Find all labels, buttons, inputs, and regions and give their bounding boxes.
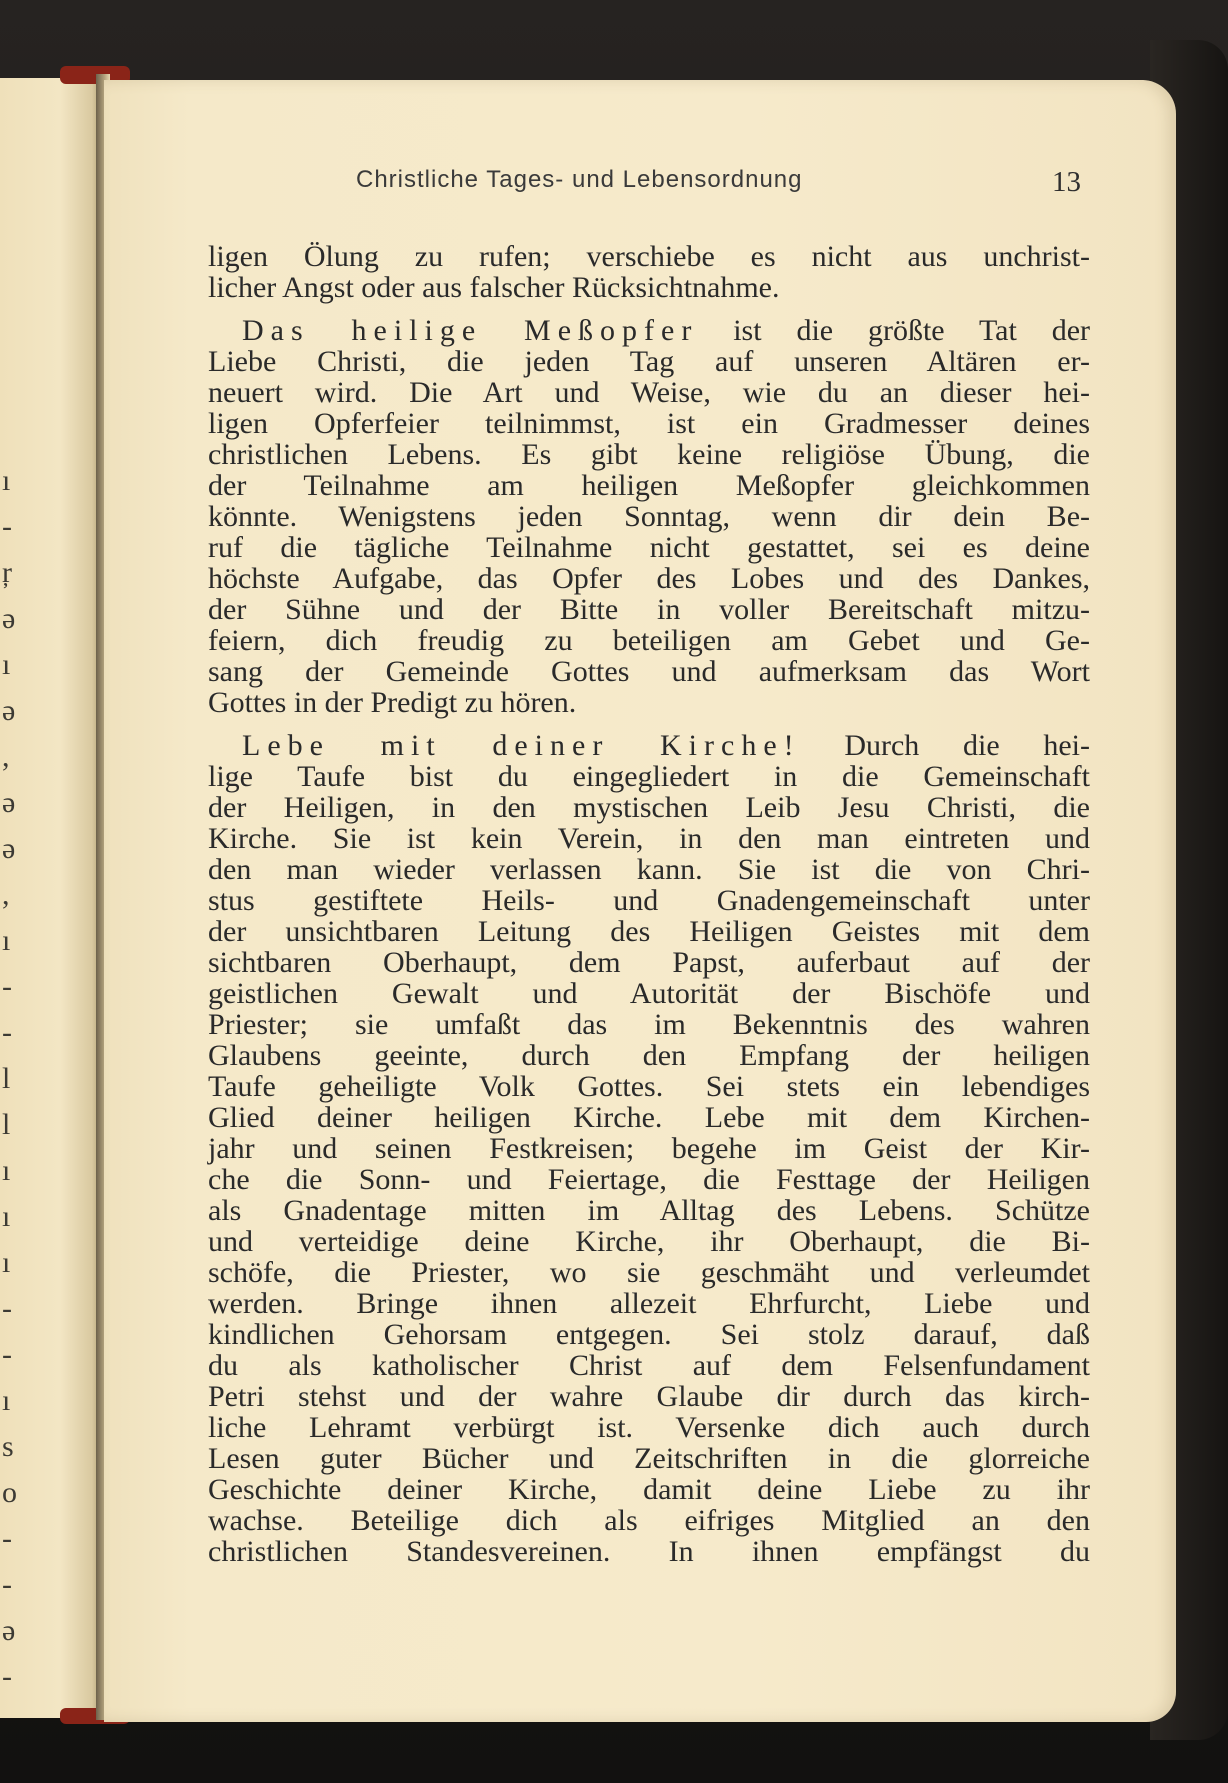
left-edge-glyph: -: [2, 970, 12, 1003]
text-line: ligen Opferfeier teilnimmst, ist ein Gradmesser deines: [208, 407, 1090, 440]
text-line: kindlichen Gehorsam entgegen. Sei stolz darauf, daß: [208, 1318, 1090, 1351]
text-line: Glied deiner heiligen Kirche. Lebe mit dem Kirchen-: [208, 1101, 1090, 1134]
text-line: neuert wird. Die Art und Weise, wie du an dieser hei-: [208, 376, 1090, 409]
text-line: liche Lehramt verbürgt ist. Versenke dich auch durch: [208, 1411, 1090, 1444]
text-line: Priester; sie umfaßt das im Bekenntnis des wahren: [208, 1008, 1090, 1041]
body-text: [208, 241, 1090, 1579]
left-page: [0, 78, 100, 1718]
left-edge-glyph: ı: [2, 1154, 11, 1187]
text-line: christlichen Standesvereinen. In ihnen empfängst du: [208, 1535, 1090, 1568]
text-line: geistlichen Gewalt und Autorität der Bischöfe und: [208, 977, 1090, 1010]
left-edge-glyph: ə: [2, 694, 16, 727]
text-line: und verteidige deine Kirche, ihr Oberhaupt, die Bi-: [208, 1225, 1090, 1258]
text-line: Liebe Christi, die jeden Tag auf unseren Altären er-: [208, 345, 1090, 378]
text-line: wachse. Beteilige dich als eifriges Mitglied an den: [208, 1504, 1090, 1537]
paragraph-1: [208, 241, 1090, 303]
left-edge-glyph: -: [2, 1660, 12, 1693]
left-edge-glyph: s: [2, 1430, 14, 1463]
text-line: Taufe geheiligte Volk Gottes. Sei stets ein lebendiges: [208, 1070, 1090, 1103]
left-edge-glyph: ŗ: [2, 556, 12, 589]
text-line: könnte. Wenigstens jeden Sonntag, wenn dir dein Be-: [208, 500, 1090, 533]
left-edge-glyph: ı: [2, 924, 11, 957]
text-line: der Sühne und der Bitte in voller Bereitschaft mitzu-: [208, 593, 1090, 626]
text-run: ist die größte Tat der: [698, 314, 1091, 347]
text-line: Geschichte deiner Kirche, damit deine Liebe zu ihr: [208, 1473, 1090, 1506]
left-edge-glyph: -: [2, 1522, 12, 1555]
emphasis-lead: Lebe mit deiner Kirche!: [242, 729, 801, 762]
left-edge-glyph: ə: [2, 832, 16, 865]
left-edge-glyph: ,: [2, 878, 10, 911]
text-run: Durch die hei-: [800, 729, 1091, 762]
text-line: sang der Gemeinde Gottes und aufmerksam das Wort: [208, 655, 1090, 688]
left-edge-glyph: -: [2, 510, 12, 543]
left-edge-glyph: -: [2, 1338, 12, 1371]
text-line: stus gestiftete Heils- und Gnadengemeinschaft unter: [208, 884, 1090, 917]
text-line: Petri stehst und der wahre Glaube dir durch das kirch-: [208, 1380, 1090, 1413]
text-line: Glaubens geeinte, durch den Empfang der heiligen: [208, 1039, 1090, 1072]
text-line: ligen Ölung zu rufen; verschiebe es nicht aus unchrist-: [208, 240, 1090, 273]
running-head: Christliche Tages- und Lebensordnung: [356, 166, 803, 193]
left-edge-glyph: ə: [2, 786, 16, 819]
text-line: Lesen guter Bücher und Zeitschriften in die glorreiche: [208, 1442, 1090, 1475]
text-line: lige Taufe bist du eingegliedert in die Gemeinschaft: [208, 760, 1090, 793]
text-line: Kirche. Sie ist kein Verein, in den man eintreten und: [208, 822, 1090, 855]
text-line: der Heiligen, in den mystischen Leib Jesu Christi, die: [208, 791, 1090, 824]
left-edge-glyph: ı: [2, 1200, 11, 1233]
paragraph-3: [208, 730, 1090, 1567]
left-edge-glyph: ı: [2, 464, 11, 497]
left-edge-glyph: ı: [2, 1384, 11, 1417]
left-edge-glyph: -: [2, 1016, 12, 1049]
left-edge-glyph: ə: [2, 1614, 16, 1647]
text-line: licher Angst oder aus falscher Rücksichtnahme.: [208, 271, 780, 304]
text-line: höchste Aufgabe, das Opfer des Lobes und des Dankes,: [208, 562, 1090, 595]
text-line: che die Sonn- und Feiertage, die Festtage der Heiligen: [208, 1163, 1090, 1196]
left-edge-glyph: ə: [2, 602, 16, 635]
text-line: der unsichtbaren Leitung des Heiligen Geistes mit dem: [208, 915, 1090, 948]
left-edge-glyph: o: [2, 1476, 17, 1509]
left-edge-glyph: l: [2, 1062, 11, 1095]
text-line: [208, 315, 1090, 346]
text-line: feiern, dich freudig zu beteiligen am Gebet und Ge-: [208, 624, 1090, 657]
text-line: du als katholischer Christ auf dem Felsenfundament: [208, 1349, 1090, 1382]
text-line: der Teilnahme am heiligen Meßopfer gleichkommen: [208, 469, 1090, 502]
text-line: ruf die tägliche Teilnahme nicht gestattet, sei es deine: [208, 531, 1090, 564]
text-line: christlichen Lebens. Es gibt keine religiöse Übung, die: [208, 438, 1090, 471]
text-line: jahr und seinen Festkreisen; begehe im Geist der Kir-: [208, 1132, 1090, 1165]
text-line: als Gnadentage mitten im Alltag des Lebens. Schütze: [208, 1194, 1090, 1227]
emphasis-lead: Das heilige Meßopfer: [242, 314, 699, 347]
text-line: [208, 730, 1090, 761]
left-edge-glyph: ı: [2, 1246, 11, 1279]
left-edge-glyph: ,: [2, 740, 10, 773]
text-line: Gottes in der Predigt zu hören.: [208, 686, 577, 719]
text-line: werden. Bringe ihnen allezeit Ehrfurcht, Liebe und: [208, 1287, 1090, 1320]
left-edge-glyph: -: [2, 1292, 12, 1325]
left-edge-glyph: l: [2, 1108, 11, 1141]
text-line: schöfe, die Priester, wo sie geschmäht und verleumdet: [208, 1256, 1090, 1289]
text-line: sichtbaren Oberhaupt, dem Papst, auferbaut auf der: [208, 946, 1090, 979]
page-number: 13: [1052, 166, 1081, 198]
left-edge-glyph: ı: [2, 648, 11, 681]
paragraph-2: [208, 315, 1090, 718]
text-line: den man wieder verlassen kann. Sie ist die von Chri-: [208, 853, 1090, 886]
left-page-edge-text: [2, 458, 22, 1700]
left-edge-glyph: -: [2, 1568, 12, 1601]
